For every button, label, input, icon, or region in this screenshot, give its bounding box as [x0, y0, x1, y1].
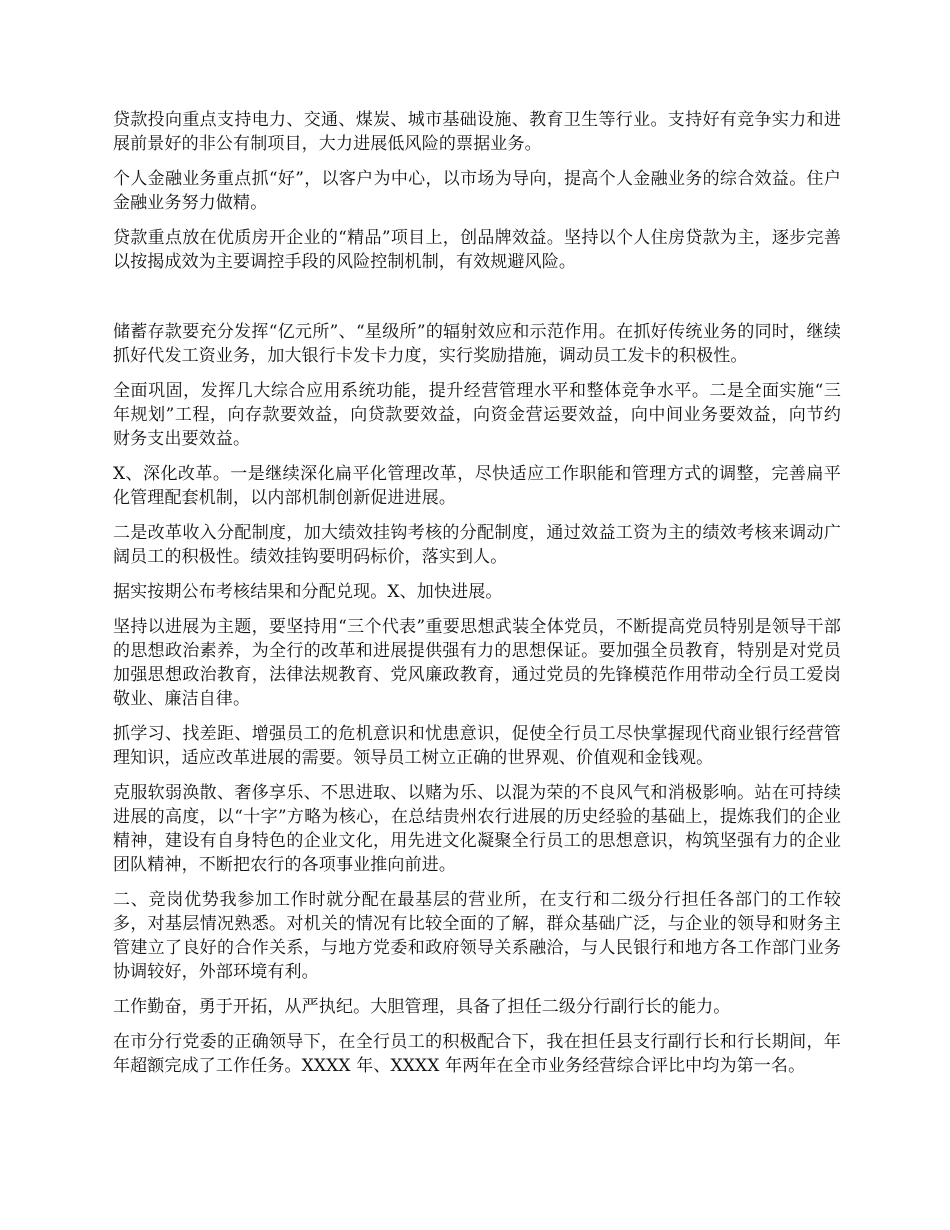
document-page: [113, 108, 841, 1089]
paragraph-7: 二是改革收入分配制度，加大绩效挂钩考核的分配制度，通过效益工资为主的绩效考核来调动广阔员工的积极性。绩效挂钩要明码标价，落实到人。: [113, 523, 841, 567]
paragraph-12: 二、竞岗优势我参加工作时就分配在最基层的营业所，在支行和二级分行担任各部门的工作较多，对基层情况熟悉。对机关的情况有比较全面的了解，群众基础广泛，与企业的领导和财务主管建立了良好的合作关系，与地方党委和政府领导关系融洽，与人民银行和地方各工作部门业务协调较好，外部环境有利。: [113, 890, 841, 982]
paragraph-9: 坚持以进展为主题，要坚持用“三个代表”重要思想武装全体党员，不断提高党员特别是领导干部的思想政治素养，为全行的改革和进展提供强有力的思想保证。要加强全员教育，特别是对党员加强思想政治教育，法律法规教育、党风廉政教育，通过党员的先锋模范作用带动全行员工爱岗敬业、廉洁自律。: [113, 617, 841, 709]
paragraph-2: 个人金融业务重点抓“好”，以客户为中心，以市场为导向，提高个人金融业务的综合效益。住户金融业务努力做精。: [113, 169, 841, 213]
paragraph-5: 全面巩固，发挥几大综合应用系统功能，提升经营管理水平和整体竞争水平。二是全面实施“三年规划”工程，向存款要效益，向贷款要效益，向资金营运要效益，向中间业务要效益，向节约财务支出要效益。: [113, 381, 841, 449]
paragraph-4: 储蓄存款要充分发挥“亿元所”、“星级所”的辐射效应和示范作用。在抓好传统业务的同时，继续抓好代发工资业务，加大银行卡发卡力度，实行奖励措施，调动员工发卡的积极性。: [113, 322, 841, 366]
paragraph-8: 据实按期公布考核结果和分配兑现。X、加快进展。: [113, 582, 503, 602]
paragraph-6: X、深化改革。一是继续深化扁平化管理改革，尽快适应工作职能和管理方式的调整，完善扁平化管理配套机制，以内部机制创新促进进展。: [113, 464, 841, 508]
paragraph-11: 克服软弱涣散、奢侈享乐、不思进取、以赌为乐、以混为荣的不良风气和消极影响。站在可持续进展的高度，以“十字”方略为核心，在总结贵州农行进展的历史经验的基础上，提炼我们的企业精神，建设有自身特色的企业文化，用先进文化凝聚全行员工的思想意识，构筑坚强有力的企业团队精神，不断把农行的各项事业推向前进。: [113, 783, 841, 875]
paragraph-14: 在市分行党委的正确领导下，在全行员工的积极配合下，我在担任县支行副行长和行长期间，年年超额完成了工作任务。XXXX 年、XXXX 年两年在全市业务经营综合评比中均为第一名。: [113, 1032, 841, 1076]
paragraph-13: 工作勤奋，勇于开拓，从严执纪。大胆管理，具备了担任二级分行副行长的能力。: [113, 997, 731, 1017]
paragraph-3: 贷款重点放在优质房开企业的“精品”项目上，创品牌效益。坚持以个人住房贷款为主，逐步完善以按揭成效为主要调控手段的风险控制机制，有效规避风险。: [113, 228, 841, 272]
paragraph-10: 抓学习、找差距、增强员工的危机意识和忧患意识，促使全行员工尽快掌握现代商业银行经营管理知识，适应改革进展的需要。领导员工树立正确的世界观、价值观和金钱观。: [113, 724, 841, 768]
paragraph-1: 贷款投向重点支持电力、交通、煤炭、城市基础设施、教育卫生等行业。支持好有竞争实力和进展前景好的非公有制项目，大力进展低风险的票据业务。: [113, 110, 841, 154]
